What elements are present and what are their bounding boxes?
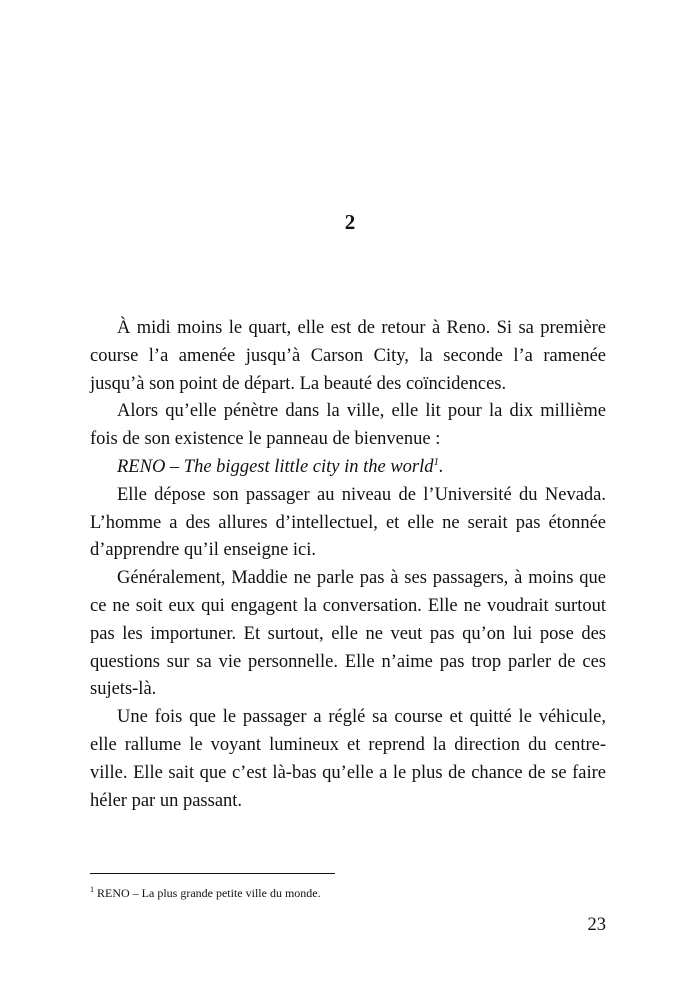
footnote	[90, 885, 606, 901]
sign-quote-period: .	[439, 456, 444, 477]
sign-quote-text: RENO – The biggest little city in the world	[117, 456, 434, 477]
footnote-mark: 1	[90, 885, 94, 894]
paragraph: Alors qu’elle pénètre dans la ville, elle lit pour la dix millième fois de son existence le panneau de bienvenue :	[90, 401, 606, 450]
paragraph: Elle dépose son passager au niveau de l’Université du Nevada. L’homme a des allures d’intellectuel, et elle ne serait pas étonnée d’apprendre qu’il enseigne ici.	[90, 484, 606, 561]
paragraph: Une fois que le passager a réglé sa course et quitté le véhicule, elle rallume le voyant lumineux et reprend la direction du centre-ville. Elle sait que c’est là-bas qu’elle a le plus de chance de se faire héler par un passant.	[90, 707, 606, 811]
chapter-number: 2	[344, 210, 356, 234]
footnote-text: RENO – La plus grande petite ville du monde.	[97, 886, 321, 900]
footnote-reference: 1	[433, 455, 440, 468]
sign-quote	[90, 454, 606, 482]
page-number: 23	[587, 915, 606, 935]
paragraph: À midi moins le quart, elle est de retour à Reno. Si sa première course l’a amenée jusqu’à Carson City, la seconde l’a ramenée jusqu’à son point de départ. La beauté des coïncidences.	[90, 318, 606, 394]
paragraph: Généralement, Maddie ne parle pas à ses passagers, à moins que ce ne soit eux qui engagent la conversation. Elle ne voudrait surtout pas les importuner. Et surtout, elle ne veut pas qu’on lui pose des questions sur sa vie personnelle. Elle n’aime pas trop parler de ces sujets-là.	[90, 568, 606, 700]
chapter-body	[90, 315, 606, 815]
footnote-divider	[90, 873, 335, 874]
